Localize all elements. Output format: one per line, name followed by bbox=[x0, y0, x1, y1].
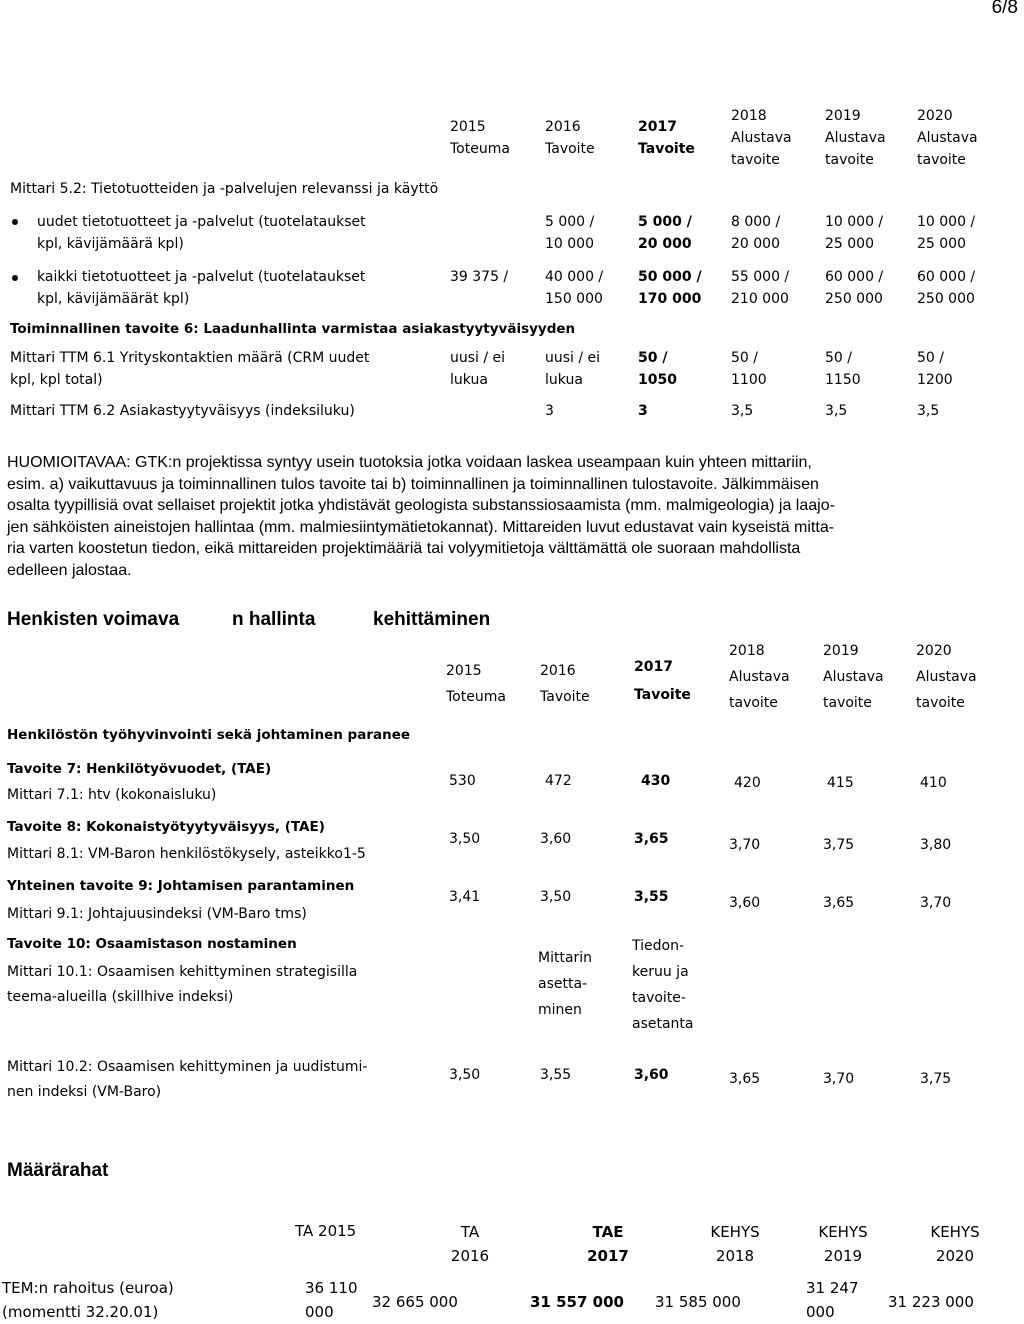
cell-2018: 420 bbox=[734, 775, 761, 791]
meter-label: Mittari 8.1: VM-Baron henkilöstökysely, asteikko1-5 bbox=[7, 846, 366, 862]
goal-title: Yhteinen tavoite 9: Johtamisen parantaminen bbox=[7, 878, 355, 894]
cell-2020: 60 000 / 250 000 bbox=[917, 269, 976, 307]
heading-part: Henkisten voimava bbox=[7, 609, 180, 630]
meter-5-2-title: Mittari 5.2: Tietotuotteiden ja -palvelujen relevanssi ja käyttö bbox=[10, 181, 439, 197]
cell-2017: 3 bbox=[638, 403, 648, 419]
cell-2017: 50 / 1050 bbox=[638, 350, 677, 388]
cell-2015: 530 bbox=[449, 773, 476, 789]
heading-part: kehittäminen bbox=[373, 609, 491, 630]
cell-2019: 3,70 bbox=[823, 1071, 855, 1087]
cell-2015: 3,50 bbox=[449, 831, 481, 847]
header-2016: 2016 Tavoite bbox=[540, 663, 590, 705]
cell-2017: 3,55 bbox=[634, 889, 669, 905]
cell-2018: 3,60 bbox=[729, 895, 761, 911]
cell-2019: 60 000 / 250 000 bbox=[825, 269, 884, 307]
goal-title: Tavoite 7: Henkilötyövuodet, (TAE) bbox=[7, 761, 272, 777]
cell-2020: 3,70 bbox=[920, 895, 952, 911]
header-2017: 2017 Tavoite bbox=[638, 119, 695, 157]
cell-2018: 3,5 bbox=[731, 403, 754, 419]
cell-2017: 430 bbox=[641, 773, 671, 789]
cell-2020: 50 / 1200 bbox=[917, 350, 953, 388]
cell-2017: 5 000 / 20 000 bbox=[638, 214, 692, 252]
cell-2017: 3,60 bbox=[634, 1067, 669, 1083]
row-label: TEM:n rahoitus (euroa) (momentti 32.20.01) bbox=[2, 1279, 174, 1321]
cell-2017: 3,65 bbox=[634, 831, 669, 847]
cell-2017: 50 000 / 170 000 bbox=[638, 269, 702, 307]
row-label: Mittari TTM 6.1 Yrityskontaktien määrä (CRM uudet kpl, kpl total) bbox=[10, 350, 370, 388]
cell-2016: uusi / ei lukua bbox=[545, 350, 601, 388]
cell-2018: 3,70 bbox=[729, 837, 761, 853]
header-ta-2015: TA 2015 bbox=[295, 1222, 357, 1240]
meter-label: Mittari 10.2: Osaamisen kehittyminen ja uudistumi- nen indeksi (VM-Baro) bbox=[7, 1059, 368, 1100]
cell-2016: 32 665 000 bbox=[372, 1293, 458, 1311]
header-2016: 2016 Tavoite bbox=[545, 119, 595, 157]
cell-2018: 8 000 / 20 000 bbox=[731, 214, 781, 252]
meter-label: Mittari 10.1: Osaamisen kehittyminen strategisilla teema-alueilla (skillhive indeksi) bbox=[7, 964, 358, 1005]
cell-2018: 50 / 1100 bbox=[731, 350, 767, 388]
row-label: kaikki tietotuotteet ja -palvelut (tuotelataukset kpl, kävijämäärät kpl) bbox=[37, 269, 366, 307]
cell-2015: 3,41 bbox=[449, 889, 481, 905]
page-number: 6/8 bbox=[991, 0, 1018, 18]
header-kehys-2019: KEHYS 2019 bbox=[818, 1223, 868, 1265]
header-2019: 2019 Alustava tavoite bbox=[825, 108, 886, 168]
header-2020: 2020 Alustava tavoite bbox=[916, 643, 977, 711]
cell-2019: 31 247 000 bbox=[806, 1279, 859, 1321]
cell-2018: 3,65 bbox=[729, 1071, 761, 1087]
meter-label: Mittari 9.1: Johtajuusindeksi (VM-Baro tms) bbox=[7, 906, 307, 922]
cell-2016: 5 000 / 10 000 bbox=[545, 214, 595, 252]
cell-2016: 3 bbox=[545, 403, 554, 419]
header-2018: 2018 Alustava tavoite bbox=[729, 643, 790, 711]
cell-2017: 31 557 000 bbox=[530, 1293, 624, 1311]
header-2015: 2015 Toteuma bbox=[450, 119, 510, 157]
header-2018: 2018 Alustava tavoite bbox=[731, 108, 792, 168]
cell-2016: 3,55 bbox=[540, 1067, 572, 1083]
cell-2015: 36 110 000 bbox=[305, 1279, 358, 1321]
cell-2019: 3,65 bbox=[823, 895, 855, 911]
cell-2015: uusi / ei lukua bbox=[450, 350, 506, 388]
meter-label: Mittari 7.1: htv (kokonaisluku) bbox=[7, 787, 217, 803]
header-ta-2016: TA 2016 bbox=[450, 1223, 490, 1265]
cell-2020: 3,5 bbox=[917, 403, 940, 419]
cell-2016: 3,50 bbox=[540, 889, 572, 905]
cell-2019: 3,75 bbox=[823, 837, 855, 853]
cell-2016: Mittarin asetta- minen bbox=[538, 950, 593, 1018]
cell-2020: 3,75 bbox=[920, 1071, 952, 1087]
section-heading-maararahat: Määrärahat bbox=[7, 1160, 109, 1181]
bullet-icon bbox=[12, 275, 18, 281]
goal-6-title: Toiminnallinen tavoite 6: Laadunhallinta varmistaa asiakastyytyväisyyden bbox=[10, 321, 576, 337]
cell-2019: 10 000 / 25 000 bbox=[825, 214, 884, 252]
cell-2016: 40 000 / 150 000 bbox=[545, 269, 604, 307]
goal-title: Tavoite 8: Kokonaistyötyytyväisyys, (TAE) bbox=[7, 819, 325, 835]
header-2017: 2017 Tavoite bbox=[634, 659, 691, 703]
section-title: Henkilöstön työhyvinvointi sekä johtaminen paranee bbox=[7, 727, 411, 743]
header-2015: 2015 Toteuma bbox=[446, 663, 506, 705]
cell-2020: 10 000 / 25 000 bbox=[917, 214, 976, 252]
bullet-icon bbox=[12, 219, 18, 225]
row-label: Mittari TTM 6.2 Asiakastyytyväisyys (indeksiluku) bbox=[10, 403, 355, 419]
cell-2019: 415 bbox=[827, 775, 854, 791]
header-tae-2017: TAE 2017 bbox=[587, 1223, 629, 1265]
row-label: uudet tietotuotteet ja -palvelut (tuotelataukset kpl, kävijämäärä kpl) bbox=[37, 214, 366, 252]
cell-2015: 3,50 bbox=[449, 1067, 481, 1083]
header-kehys-2018: KEHYS 2018 bbox=[710, 1223, 760, 1265]
cell-2018: 31 585 000 bbox=[655, 1293, 741, 1311]
note-paragraph: HUOMIOITAVAA: GTK:n projektissa syntyy usein tuotoksia jotka voidaan laskea useampaan kuin yhteen mittariin, esim. a) vaikuttavuus ja toiminnallinen tulos tavoite tai b) toiminnallinen ja toiminnallinen tulostavoite. Jälkimmäisen osalta tyypillisiä ovat sellaiset projektit jotka yhdistävät geologista substanssiosaamista (mm. malmigeologia) ja laajo- jen sähköisten aineistojen hallintaa (mm. malmiesiintymätietokannat). Mittareiden luvut edustavat vain kyseistä mitta- ria varten koostetun tiedon, eikä mittareiden projektimääriä tai volyymitietoja välttämättä ole suoraan mahdollista edelleen jalostaa. bbox=[7, 454, 835, 579]
header-2020: 2020 Alustava tavoite bbox=[917, 108, 978, 168]
cell-2019: 3,5 bbox=[825, 403, 848, 419]
cell-2018: 55 000 / 210 000 bbox=[731, 269, 790, 307]
cell-2015: 39 375 / bbox=[450, 269, 509, 285]
heading-part: n hallinta bbox=[232, 609, 316, 630]
cell-2020: 410 bbox=[920, 775, 947, 791]
cell-2016: 3,60 bbox=[540, 831, 572, 847]
cell-2020: 3,80 bbox=[920, 837, 952, 853]
header-kehys-2020: KEHYS 2020 bbox=[930, 1223, 980, 1265]
cell-2017: Tiedon- keruu ja tavoite- asetanta bbox=[632, 938, 694, 1032]
goal-title: Tavoite 10: Osaamistason nostaminen bbox=[7, 936, 297, 952]
cell-2019: 50 / 1150 bbox=[825, 350, 861, 388]
cell-2016: 472 bbox=[545, 773, 572, 789]
cell-2020: 31 223 000 bbox=[888, 1293, 974, 1311]
header-2019: 2019 Alustava tavoite bbox=[823, 643, 884, 711]
